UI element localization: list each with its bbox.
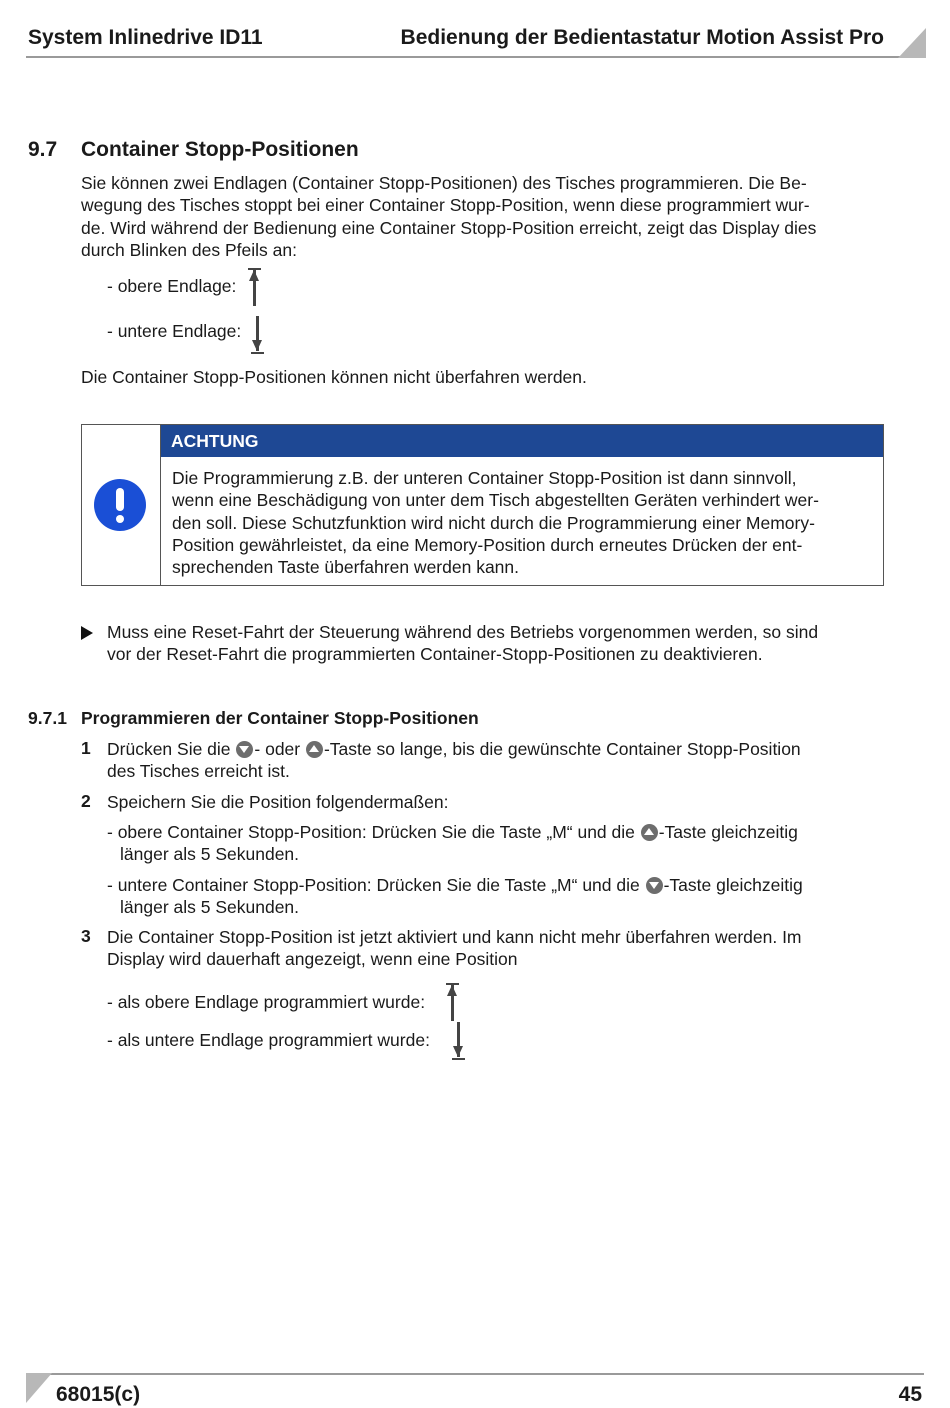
bullet-line: vor der Reset-Fahrt die programmierten Container-Stopp-Positionen zu deaktivieren.: [107, 644, 763, 665]
lower-endlage-label: - untere Endlage:: [107, 321, 242, 341]
intro-line: wegung des Tisches stoppt bei einer Container Stopp-Position, wenn diese programmiert wur-: [81, 195, 810, 216]
warning-text: [172, 467, 872, 578]
arrow-down-icon: [251, 316, 264, 354]
warning-icon-column: [82, 425, 161, 585]
warning-line: wenn eine Beschädigung von unter dem Tisch abgestellten Geräten verhindert wer-: [172, 490, 819, 511]
header-rule: [26, 56, 924, 58]
arrow-up-icon: [248, 268, 261, 306]
upper-endlage-label: - obere Endlage:: [107, 276, 237, 296]
warning-heading: ACHTUNG: [161, 425, 883, 457]
step-1-text: Drücken Sie die - oder -Taste so lange, bis die gewünschte Container Stopp-Position des Tisches erreicht ist.: [107, 739, 801, 782]
intro-line: de. Wird während der Bedienung eine Container Stopp-Position erreicht, zeigt das Display dies: [81, 217, 817, 238]
step-2-upper-instruction: - obere Container Stopp-Position: Drücken Sie die Taste „M“ und die -Taste gleichzeitig länger als 5 Sekunden.: [107, 822, 798, 865]
subsection-number: 9.7.1: [28, 708, 67, 728]
header-chapter-title: Bedienung der Bedientastatur Motion Assist Pro: [400, 26, 884, 49]
section-title: Container Stopp-Positionen: [81, 138, 359, 161]
down-key-icon: [646, 877, 663, 894]
no-override-note: Die Container Stopp-Positionen können nicht überfahren werden.: [81, 367, 587, 387]
header-corner-triangle: [898, 28, 926, 58]
exclamation-icon: [94, 479, 146, 531]
footer-rule: [26, 1373, 924, 1375]
bullet-line: Muss eine Reset-Fahrt der Steuerung während des Betriebs vorgenommen werden, so sind: [107, 622, 819, 642]
warning-line: Position gewährleistet, da eine Memory-Position durch erneutes Drücken der ent-: [172, 534, 803, 555]
arrow-down-icon: [452, 1022, 465, 1060]
down-key-icon: [236, 741, 253, 758]
warning-line: sprechenden Taste überfahren werden kann.: [172, 557, 520, 578]
reset-instruction: [107, 621, 877, 666]
intro-line: durch Blinken des Pfeils an:: [81, 239, 297, 260]
bullet-triangle-icon: [81, 626, 93, 640]
intro-line: Sie können zwei Endlagen (Container Stopp-Positionen) des Tisches programmieren. Die Be-: [81, 173, 807, 193]
up-key-icon: [641, 824, 658, 841]
footer-doc-id: 68015(c): [56, 1383, 141, 1406]
warning-line: Die Programmierung z.B. der unteren Container Stopp-Position ist dann sinnvoll,: [172, 468, 797, 488]
section-intro: [81, 172, 871, 261]
warning-line: den soll. Diese Schutzfunktion wird nicht durch die Programmierung einer Memory-: [172, 512, 815, 533]
step-2-text: Speichern Sie die Position folgendermaßen:: [107, 792, 449, 812]
step-2-lower-instruction: - untere Container Stopp-Position: Drücken Sie die Taste „M“ und die -Taste gleichzeitig länger als 5 Sekunden.: [107, 875, 803, 918]
footer-page-number: 45: [898, 1383, 922, 1406]
step-number: 1: [81, 738, 91, 758]
header-product-title: System Inlinedrive ID11: [28, 26, 263, 49]
subsection-title: Programmieren der Container Stopp-Positionen: [81, 708, 479, 728]
programmed-lower-label: - als untere Endlage programmiert wurde:: [107, 1030, 430, 1050]
programmed-upper-label: - als obere Endlage programmiert wurde:: [107, 992, 426, 1012]
step-number: 2: [81, 791, 91, 811]
up-key-icon: [306, 741, 323, 758]
step-3-text: Die Container Stopp-Position ist jetzt aktiviert und kann nicht mehr überfahren werden. Im Display wird dauerhaft angezeigt, wenn eine Position: [107, 927, 802, 970]
warning-box: [81, 424, 884, 586]
step-number: 3: [81, 926, 91, 946]
arrow-up-icon: [446, 983, 459, 1021]
footer-corner-triangle: [26, 1373, 52, 1403]
section-number: 9.7: [28, 138, 58, 161]
